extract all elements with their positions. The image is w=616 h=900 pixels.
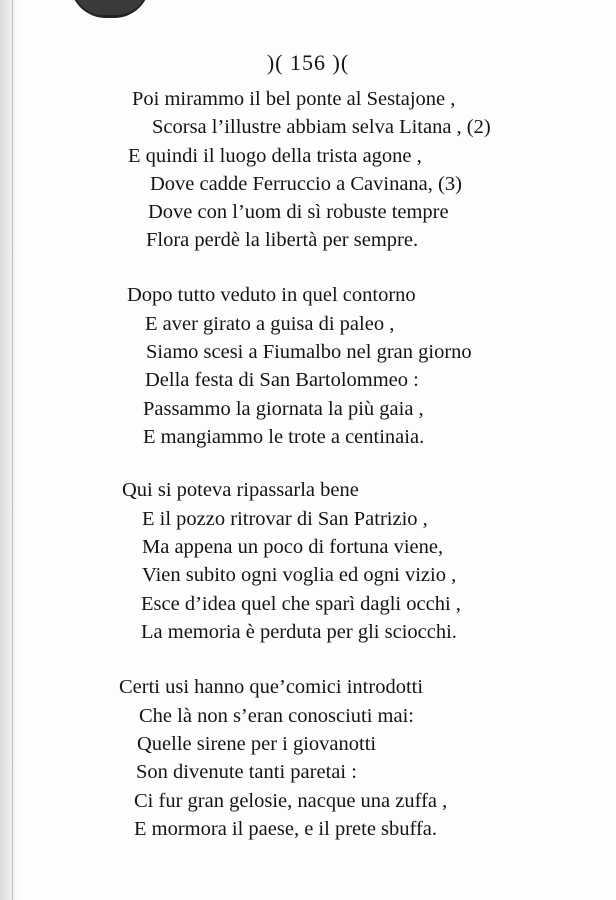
verse-line: Dove cadde Ferruccio a Cavinana, (3) bbox=[150, 173, 462, 195]
verse-line: Poi mirammo il bel ponte al Sestajone , bbox=[132, 88, 456, 110]
verse-line: Quelle sirene per i giovanotti bbox=[137, 733, 377, 755]
verse-line: Passammo la giornata la più gaia , bbox=[143, 398, 424, 420]
verse-line: E quindi il luogo della trista agone , bbox=[128, 145, 422, 167]
verse-line: Ci fur gran gelosie, nacque una zuffa , bbox=[134, 790, 448, 812]
verse-line: Siamo scesi a Fiumalbo nel gran giorno bbox=[146, 341, 472, 363]
page-binding-edge bbox=[0, 0, 20, 900]
verse-line: Son divenute tanti paretai : bbox=[136, 761, 357, 783]
verse-line: Flora perdè la libertà per sempre. bbox=[146, 229, 419, 251]
verse-line: E mormora il paese, e il prete sbuffa. bbox=[134, 818, 438, 840]
verse-line: Della festa di San Bartolommeo : bbox=[145, 369, 419, 391]
verse-line: E mangiammo le trote a centinaia. bbox=[143, 426, 425, 448]
verse-line: Certi usi hanno que’comici introdotti bbox=[119, 676, 424, 698]
verse-line: Che là non s’eran conosciuti mai: bbox=[139, 705, 414, 727]
verse-line: Esce d’idea quel che sparì dagli occhi , bbox=[141, 593, 461, 615]
verse-line: E il pozzo ritrovar di San Patrizio , bbox=[142, 508, 428, 530]
verse-line: Dopo tutto veduto in quel contorno bbox=[127, 284, 416, 306]
scan-artifact bbox=[70, 0, 150, 18]
verse-line: Ma appena un poco di fortuna viene, bbox=[142, 536, 444, 558]
page-number: )( 156 )( bbox=[266, 50, 350, 75]
verse-line: Vien subito ogni voglia ed ogni vizio , bbox=[142, 564, 457, 586]
verse-line: Scorsa l’illustre abbiam selva Litana , (2) bbox=[152, 116, 491, 138]
verse-line: Dove con l’uom di sì robuste tempre bbox=[148, 201, 449, 223]
verse-line: La memoria è perduta per gli sciocchi. bbox=[141, 621, 457, 643]
verse-line: E aver girato a guisa di paleo , bbox=[145, 313, 395, 335]
verse-line: Qui si poteva ripassarla bene bbox=[122, 479, 359, 501]
